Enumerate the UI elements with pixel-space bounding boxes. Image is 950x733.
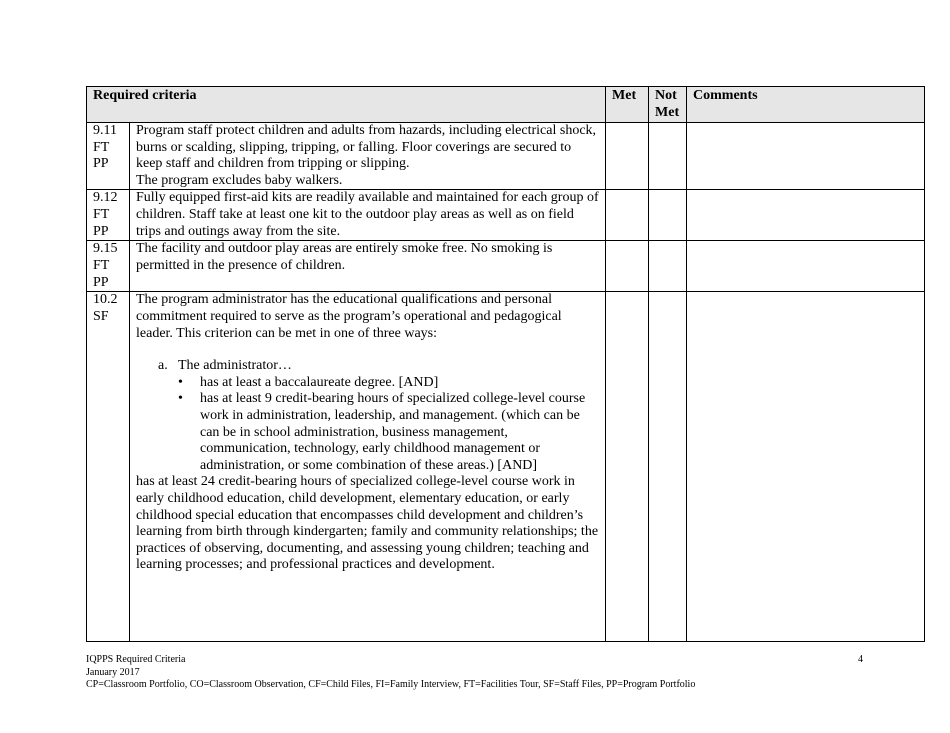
criteria-table	[86, 86, 925, 642]
criterion-line: Fully equipped first-aid kits are readily available and maintained for each group of children. Staff take at least one kit to the outdoor play areas as well as on field trips and outings away from the site.	[136, 190, 599, 239]
met-cell[interactable]	[606, 123, 649, 190]
criterion-code: 10.2 SF	[87, 292, 130, 642]
comments-cell[interactable]	[687, 241, 925, 292]
list-item: • has at least a baccalaureate degree. [AND]	[200, 375, 599, 392]
criterion-text	[130, 190, 606, 241]
footer-legend: CP=Classroom Portfolio, CO=Classroom Observation, CF=Child Files, FI=Family Interview, FT=Facilities Tour, SF=Staff Files, PP=Program Portfolio	[86, 679, 696, 690]
table-row	[87, 123, 925, 190]
comments-cell[interactable]	[687, 190, 925, 241]
header-row	[87, 87, 925, 123]
criterion-code: 9.12 FT PP	[87, 190, 130, 241]
page-footer	[86, 654, 695, 692]
criterion-text	[130, 241, 606, 292]
page-number: 4	[858, 654, 863, 665]
criterion-code: 9.11 FT PP	[87, 123, 130, 190]
requirement-list	[136, 375, 599, 475]
not-met-cell[interactable]	[649, 292, 687, 642]
sub-criterion-label: The administrator…	[178, 358, 292, 374]
table-row	[87, 190, 925, 241]
met-cell[interactable]	[606, 292, 649, 642]
sub-criterion-letter: a.	[158, 358, 168, 374]
sub-criterion-heading	[158, 358, 599, 375]
not-met-cell[interactable]	[649, 190, 687, 241]
not-met-cell[interactable]	[649, 241, 687, 292]
footer-title: IQPPS Required Criteria	[86, 654, 186, 665]
table-row	[87, 241, 925, 292]
comments-cell[interactable]	[687, 123, 925, 190]
not-met-cell[interactable]	[649, 123, 687, 190]
criterion-text	[130, 292, 606, 642]
criterion-text	[130, 123, 606, 190]
criterion-line: The facility and outdoor play areas are entirely smoke free. No smoking is permitted in the presence of children.	[136, 241, 553, 273]
header-required-criteria: Required criteria	[87, 87, 606, 123]
criterion-line: Program staff protect children and adults from hazards, including electrical shock, burns or scalding, slipping, tripping, or falling. Floor coverings are secured to keep staff and children from tripping or slipping.	[136, 123, 597, 172]
header-not-met: Not Met	[649, 87, 687, 123]
criterion-intro: The program administrator has the educational qualifications and personal commitment required to serve as the program’s operational and pedagogical leader. This criterion can be met in one of three ways:	[136, 292, 562, 341]
met-cell[interactable]	[606, 190, 649, 241]
criterion-code: 9.15 FT PP	[87, 241, 130, 292]
header-comments: Comments	[687, 87, 925, 123]
comments-cell[interactable]	[687, 292, 925, 642]
met-cell[interactable]	[606, 241, 649, 292]
footer-date: January 2017	[86, 666, 140, 678]
criterion-line: The program excludes baby walkers.	[136, 172, 343, 188]
requirement-paragraph: has at least 24 credit-bearing hours of specialized college-level course work in early childhood education, child development, elementary education, or early childhood special education that encompasses child development and children’s learning from birth through kindergarten; family and community relationships; the practices of observing, documenting, and assessing young children; teaching and learning processes; and professional practices and development.	[136, 474, 599, 573]
list-item: • has at least 9 credit-bearing hours of specialized college-level course work in administration, leadership, and management. (which can be can be in school administration, business management, communication, technology, early childhood management or administration, or some combination of these areas.) [AND]	[200, 391, 599, 474]
table-row	[87, 292, 925, 642]
header-met: Met	[606, 87, 649, 123]
sub-criterion	[158, 358, 599, 375]
